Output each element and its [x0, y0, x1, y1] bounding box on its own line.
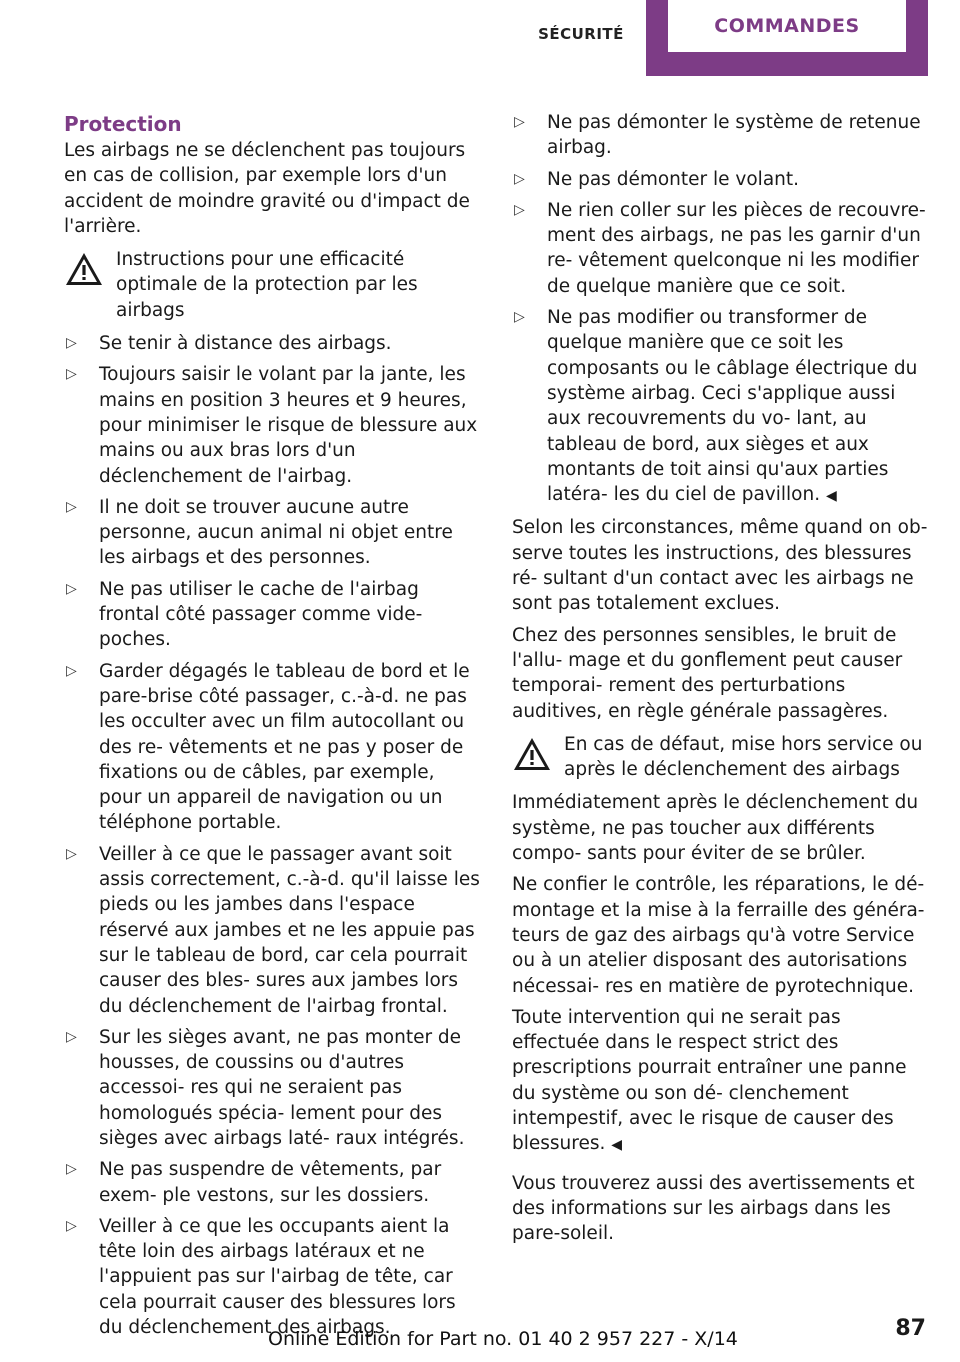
warning-text: Instructions pour une efficacité optimale de la protection par les airbags: [116, 249, 418, 321]
paragraph-intervention: [512, 1005, 928, 1159]
bullet-triangle-icon: ▷: [514, 201, 525, 218]
list-item: [64, 331, 480, 356]
list-item-text: Il ne doit se trouver aucune autre personne, aucun animal ni objet entre les airbags et des personnes.: [99, 496, 453, 569]
list-item: [512, 110, 928, 161]
list-item-text: Ne pas démonter le système de retenue airbag.: [547, 112, 921, 159]
list-item: [64, 362, 480, 488]
paragraph-intervention-text: Toute intervention qui ne serait pas effectuée dans le respect strict des prescriptions pourrait entraîner une panne du système ou son dé‐ clenchement intempestif, avec le risque de causer des blessures.: [512, 1006, 907, 1155]
paragraph-sensitive-persons: Chez des personnes sensibles, le bruit de l'allu‐ mage et du gonflement peut causer temporai‐ rement des perturbations auditives, en règle générale passagères.: [512, 624, 903, 722]
list-item: [64, 842, 480, 1019]
bullet-triangle-icon: ▷: [66, 1217, 77, 1234]
list-item-text: Ne pas modifier ou transformer de quelque manière que ce soit les composants ou le câblage électrique du système airbag. Ceci s'applique aussi aux recouvrements du vo‐ lant, au tableau de bord, aux sièges et aux montants de toit ainsi qu'aux parties latéra‐ les du ciel de pavillon.: [547, 307, 918, 506]
left-column: [64, 110, 480, 1346]
bullet-triangle-icon: ▷: [66, 662, 77, 679]
bullet-triangle-icon: ▷: [66, 335, 77, 352]
bullet-triangle-icon: ▷: [514, 114, 525, 130]
list-item: [64, 659, 480, 836]
tab-commandes-label: COMMANDES: [714, 15, 860, 37]
warning-triangle-icon: [64, 251, 104, 287]
list-item-text: Veiller à ce que les occupants aient la tête loin des airbags latéraux et ne l'appuient pas sur l'airbag de tête, car cela pourrait causer des blessures lors du déclenchement des airbags.: [99, 1215, 456, 1339]
intro-paragraph: Les airbags ne se déclenchent pas toujours en cas de collision, par exemple lors d'un accident de moindre gravité ou d'impact de l'arrière.: [64, 140, 470, 237]
right-column: [512, 110, 928, 1252]
list-item-text: Ne pas démonter le volant.: [547, 168, 800, 190]
list-item-text: Sur les sièges avant, ne pas monter de housses, de coussins ou d'autres accessoi‐ res qui ne seraient pas homologués spécia‐ lement pour des sièges avec airbags laté‐ raux intégrés.: [99, 1026, 465, 1149]
bullet-triangle-icon: ▷: [66, 498, 77, 515]
bullet-triangle-icon: ▷: [66, 1161, 77, 1178]
list-item: [512, 305, 928, 509]
list-item: [64, 1157, 480, 1208]
tab-commandes[interactable]: [646, 0, 928, 76]
paragraph-burn-warning: Immédiatement après le déclenchement du système, ne pas toucher aux différents compo‐ sants pour éviter de se brûler.: [512, 792, 919, 865]
warning-text: En cas de défaut, mise hors service ou après le déclenchement des airbags: [564, 733, 923, 781]
edition-text: Online Edition for Part no. 01 40 2 957 227 - X/14: [268, 1328, 738, 1350]
list-item-text: Ne rien coller sur les pièces de recouvre‐ ment des airbags, ne pas les garnir d'un re‐ vêtement quelconque ni les modifier de quelque manière que ce soit.: [547, 199, 926, 297]
list-item: [64, 577, 480, 653]
bullet-list-left: [64, 331, 480, 1340]
paragraph-circumstances: Selon les circonstances, même quand on ob‐ serve toutes les instructions, des blessures ré‐ sultant d'un contact avec les airbags ne sont pas totalement exclues.: [512, 517, 928, 615]
bullet-triangle-icon: ▷: [514, 309, 525, 326]
paragraph-sun-visors: Vous trouverez aussi des avertissements et des informations sur les airbags dans les pare-soleil.: [512, 1172, 915, 1245]
warning-triangle-icon: [512, 736, 552, 772]
bullet-list-right: [512, 110, 928, 509]
warning-block-right: [512, 732, 928, 783]
list-item-text: Toujours saisir le volant par la jante, les mains en position 3 heures et 9 heures, pour minimiser le risque de blessure aux mains ou aux bras lors d'un déclenchement de l'airbag.: [99, 364, 478, 487]
tab-securite[interactable]: [516, 0, 646, 68]
header-tabs: [516, 0, 928, 76]
list-item: [64, 1025, 480, 1151]
list-item-text: Veiller à ce que le passager avant soit assis correctement, c.-à-d. qu'il laisse les pieds ou les jambes dans l'espace réservé aux jambes et ne les appuie pas sur le tableau de bord, car cela pourrait causer des bles‐ sures aux jambes lors du déclenchement de l'airbag frontal.: [99, 843, 480, 1017]
paragraph-service: Ne confier le contrôle, les réparations, le dé‐ montage et la mise à la ferraille des généra‐ teurs de gaz des airbags qu'à votre Service ou à un atelier disposant des autorisations nécessai‐ res en matière de pyrotechnique.: [512, 874, 925, 997]
list-item: [512, 167, 928, 192]
tab-commandes-inner: [668, 0, 906, 52]
tab-securite-label: SÉCURITÉ: [538, 25, 624, 43]
bullet-triangle-icon: ▷: [66, 580, 77, 597]
end-mark-icon: ◀: [825, 488, 837, 505]
list-item-text: Se tenir à distance des airbags.: [99, 333, 392, 355]
bullet-triangle-icon: ▷: [66, 845, 77, 862]
list-item: [512, 198, 928, 299]
warning-block-left: [64, 247, 480, 323]
end-mark-icon: ◀: [611, 1137, 623, 1154]
section-heading: Protection: [64, 112, 182, 136]
page-number: 87: [895, 1316, 926, 1341]
list-item: [64, 495, 480, 571]
list-item-text: Garder dégagés le tableau de bord et le pare-brise côté passager, c.-à-d. ne pas les occulter avec un film autocollant ou des re‐ vêtements et ne pas y poser de fixations ou de câbles, par exemple, pour un appareil de navigation ou un téléphone portable.: [99, 660, 470, 834]
bullet-triangle-icon: ▷: [66, 1028, 77, 1045]
list-item-text: Ne pas utiliser le cache de l'airbag frontal côté passager comme vide-poches.: [99, 578, 423, 651]
page-footer: [0, 1316, 960, 1356]
bullet-triangle-icon: ▷: [66, 366, 77, 383]
bullet-triangle-icon: ▷: [514, 170, 525, 187]
list-item-text: Ne pas suspendre de vêtements, par exem‐ ple vestons, sur les dossiers.: [99, 1159, 442, 1206]
